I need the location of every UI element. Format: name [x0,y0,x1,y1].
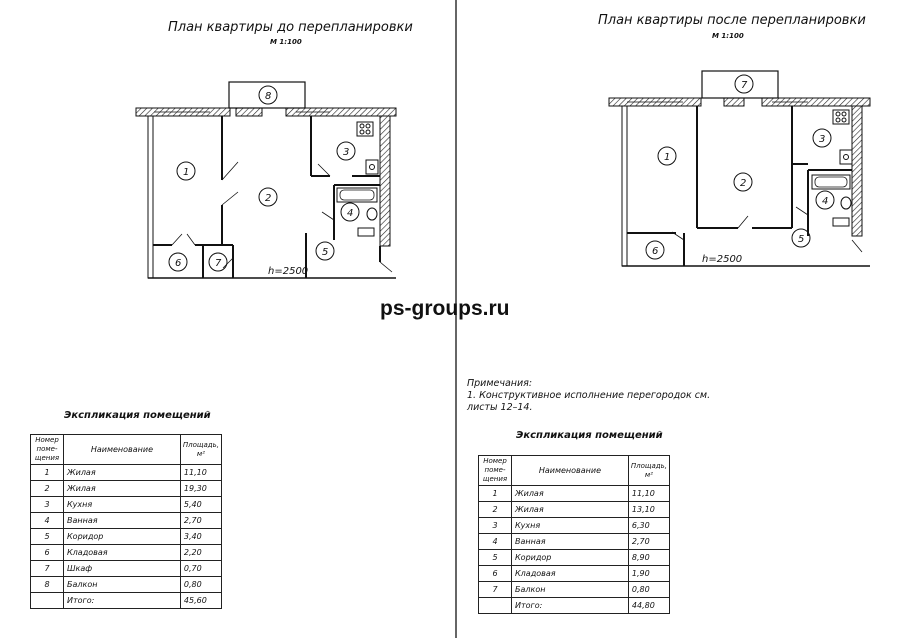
column-header: Номер поме- щения [479,456,512,486]
table-after-caption: Экспликация помещений [516,430,663,441]
column-header: Наименование [64,435,181,465]
room-label: 1 [183,167,190,178]
table-row: 6 Кладовая 1,90 [479,566,670,582]
plan-before [136,20,413,278]
plan-after [598,13,870,266]
exterior-wall [380,116,390,246]
room-label: 7 [215,258,222,269]
room-label: 3 [819,134,826,145]
column-header: Номер поме- щения [31,435,64,465]
table-row: 3 Кухня 5,40 [31,497,222,513]
left-wall [148,116,153,278]
ceiling-height-label: h=2500 [268,266,309,277]
ceiling-height-label: h=2500 [702,254,743,265]
stove-icon [357,122,373,136]
table-row: 1 Жилая 11,10 [479,486,670,502]
room-label: 4 [347,208,354,219]
table-row: 5 Коридор 3,40 [31,529,222,545]
table-total-row: Итого: 44,80 [479,598,670,614]
table-row: 2 Жилая 13,10 [479,502,670,518]
room-label: 7 [741,80,748,91]
room-label: 6 [652,246,659,257]
toilet-icon [841,197,851,209]
balcony [702,71,778,98]
toilet-icon [367,208,377,220]
washbasin-icon [833,218,849,226]
exterior-wall [236,108,262,116]
room-label: 5 [798,234,805,245]
plan-after-title: План квартиры после перепланировки [598,13,866,28]
room-schedule-before [30,434,222,609]
table-before-caption: Экспликация помещений [64,410,211,421]
table-row: 2 Жилая 19,30 [31,481,222,497]
table-row: 8 Балкон 0,80 [31,577,222,593]
table-row: 6 Кладовая 2,20 [31,545,222,561]
sink-icon [366,160,378,174]
table-row: 3 Кухня 6,30 [479,518,670,534]
room-label: 1 [664,152,671,163]
stove-icon [833,110,849,124]
table-row: 1 Жилая 11,10 [31,465,222,481]
room-label: 2 [740,178,747,189]
table-row: 4 Ванная 2,70 [31,513,222,529]
table-row: 5 Коридор 8,90 [479,550,670,566]
room-label: 8 [265,91,272,102]
notes [467,378,710,414]
exterior-wall [724,98,744,106]
plan-after-scale: М 1:100 [712,32,744,40]
table-row: 4 Ванная 2,70 [479,534,670,550]
notes-heading: Примечания: [467,378,533,389]
table-row: 7 Шкаф 0,70 [31,561,222,577]
notes-line: листы 12–14. [467,402,533,413]
exterior-wall [852,106,862,236]
room-label: 6 [175,258,182,269]
watermark: ps-groups.ru [380,297,510,320]
room-schedule-after [478,455,670,614]
column-header: Наименование [512,456,629,486]
plan-before-title: План квартиры до перепланировки [168,20,413,35]
column-header: Площадь, м² [180,435,221,465]
room-label: 3 [343,147,350,158]
notes-line: 1. Конструктивное исполнение перегородок см. [467,390,711,401]
washbasin-icon [358,228,374,236]
table-total-row: Итого: 45,60 [31,593,222,609]
room-label: 5 [322,247,329,258]
room-label: 4 [822,196,829,207]
sink-icon [840,150,852,164]
left-wall [622,106,627,266]
plan-before-scale: М 1:100 [270,38,302,46]
column-header: Площадь, м² [628,456,669,486]
table-row: 7 Балкон 0,80 [479,582,670,598]
room-label: 2 [265,193,272,204]
